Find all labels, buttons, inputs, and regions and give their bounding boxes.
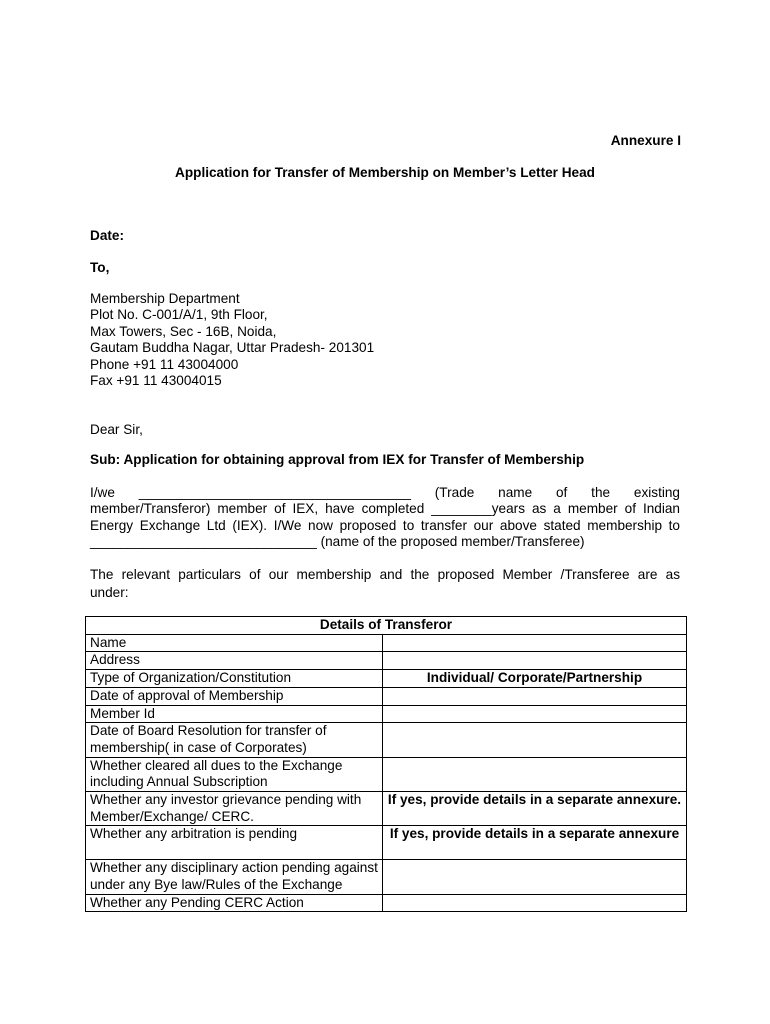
particulars-line: under: [90, 585, 129, 600]
row-value[interactable] [383, 723, 687, 757]
recipient-address [90, 291, 374, 389]
row-value[interactable] [383, 652, 687, 670]
row-value[interactable] [383, 687, 687, 705]
row-value[interactable]: If yes, provide details in a separate annexure [383, 826, 687, 860]
row-value[interactable] [383, 894, 687, 912]
address-line: Plot No. C-001/A/1, 9th Floor, [90, 307, 268, 323]
row-label: Whether any disciplinary action pending against under any Bye law/Rules of the Exchange [86, 860, 383, 894]
body-line: I/we ____________________________________ (Trade name of the existing [90, 485, 680, 500]
address-line: Max Towers, Sec - 16B, Noida, [90, 323, 277, 339]
row-label: Address [86, 652, 383, 670]
address-line: Membership Department [90, 291, 240, 306]
table-row [86, 792, 687, 826]
date-label: Date: [90, 228, 124, 243]
row-value[interactable] [383, 634, 687, 652]
row-label: Name [86, 634, 383, 652]
table-header: Details of Transferor [86, 617, 687, 635]
table-row [86, 826, 687, 860]
row-value[interactable]: Individual/ Corporate/Partnership [383, 670, 687, 688]
table-row [86, 705, 687, 723]
table-row [86, 757, 687, 791]
row-value[interactable] [383, 705, 687, 723]
row-label: Member Id [86, 705, 383, 723]
row-label: Whether any arbitration is pending [86, 826, 383, 860]
row-label: Whether any Pending CERC Action [86, 894, 383, 912]
particulars-line: The relevant particulars of our membership and the proposed Member /Transferee are as [90, 567, 680, 582]
document-title-text: Application for Transfer of Membership on Member’s Letter Head [175, 165, 595, 180]
table-header-row [86, 617, 687, 635]
row-value[interactable]: If yes, provide details in a separate annexure. [383, 792, 687, 826]
row-value[interactable] [383, 757, 687, 791]
table-row [86, 894, 687, 912]
to-label: To, [90, 260, 110, 275]
table-row [86, 652, 687, 670]
address-line: Phone +91 11 43004000 [90, 356, 239, 372]
row-label: Whether any investor grievance pending with Member/Exchange/ CERC. [86, 792, 383, 826]
row-label: Whether cleared all dues to the Exchange including Annual Subscription [86, 757, 383, 791]
table-row [86, 670, 687, 688]
annexure-label: Annexure I [610, 133, 681, 148]
address-line: Fax +91 11 43004015 [90, 373, 222, 389]
table-row [86, 860, 687, 894]
document-title [0, 165, 770, 180]
body-line: member/Transferor) member of IEX, have completed ________years as a member of Indian [90, 501, 680, 517]
table-row [86, 634, 687, 652]
particulars-paragraph [90, 566, 680, 602]
transferor-details-table [85, 616, 687, 912]
row-label: Type of Organization/Constitution [86, 670, 383, 688]
body-paragraph [90, 485, 680, 551]
body-line: Energy Exchange Ltd (IEX). I/We now proposed to transfer our above stated membership to [90, 517, 680, 533]
subject-line: Sub: Application for obtaining approval from IEX for Transfer of Membership [90, 452, 585, 467]
table-row [86, 723, 687, 757]
row-label: Date of Board Resolution for transfer of membership( in case of Corporates) [86, 723, 383, 757]
body-line: ______________________________ (name of the proposed member/Transferee) [90, 534, 585, 550]
row-value[interactable] [383, 860, 687, 894]
row-label: Date of approval of Membership [86, 687, 383, 705]
salutation: Dear Sir, [90, 422, 143, 437]
table-row [86, 687, 687, 705]
address-line: Gautam Buddha Nagar, Uttar Pradesh- 201301 [90, 340, 375, 356]
